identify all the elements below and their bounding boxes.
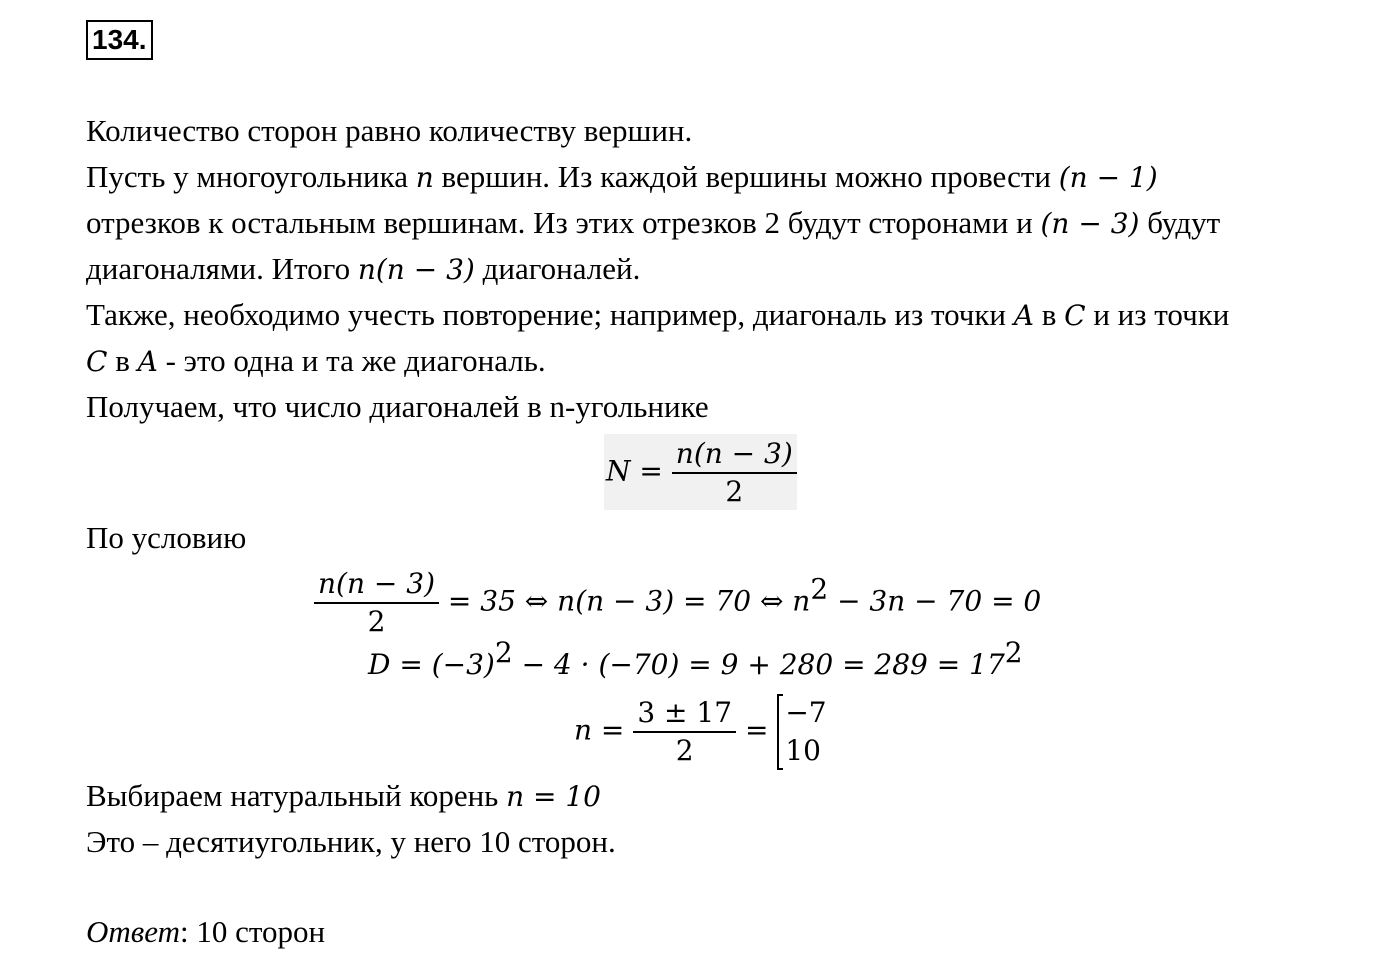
text-fragment: Также, необходимо учесть повторение; например, диагональ из точки (86, 297, 1014, 332)
answer-text: : 10 сторон (179, 914, 326, 949)
fraction-denominator: 2 (367, 605, 386, 638)
text-fragment: Пусть у многоугольника (86, 159, 416, 194)
text-fragment: вершин. Из каждой вершины можно провести (433, 159, 1059, 194)
exponent: 2 (810, 572, 829, 606)
text-fragment: Выбираем натуральный корень (86, 778, 507, 813)
text-fragment: - это одна и та же диагональ. (157, 343, 546, 378)
math-point-a: A (137, 345, 158, 378)
equation-chain: = 35 ⇔ n(n − 3) = 70 ⇔ n (447, 584, 811, 618)
exponent: 2 (1004, 636, 1023, 669)
root-1: −7 (785, 696, 827, 729)
discriminant-start: D = (−3) (368, 648, 495, 681)
formula-lhs: N = (606, 454, 663, 488)
text-line-7: Получаем, что число диагоналей в n-угольнике (86, 389, 709, 424)
equals-sign: = (744, 713, 769, 747)
math-expression: n(n − 3) (357, 253, 475, 286)
text-line-10: Это – десятиугольник, у него 10 сторон. (86, 824, 616, 859)
fraction (672, 436, 797, 510)
text-line-3 (86, 203, 1220, 244)
math-point-c: C (86, 345, 108, 378)
answer-label: Ответ (86, 914, 180, 949)
formula-discriminant (368, 636, 1023, 681)
fraction-numerator: 3 ± 17 (637, 696, 733, 729)
math-expression: (n − 1) (1058, 161, 1158, 194)
formula-roots (574, 694, 827, 770)
math-point-a: A (1013, 299, 1035, 332)
text-fragment: диагоналей. (474, 251, 641, 286)
text-fragment: отрезков к остальным вершинам. Из этих отрезков 2 будут сторонами и (86, 205, 1041, 240)
text-fragment: и из точки (1085, 297, 1230, 332)
text-line-4 (86, 249, 640, 290)
root-2: 10 (785, 734, 821, 767)
math-point-c: C (1064, 299, 1086, 332)
math-n: n (415, 161, 434, 194)
fraction-numerator: n(n − 3) (318, 567, 435, 600)
answer-line (86, 912, 325, 952)
fraction-numerator: n(n − 3) (675, 437, 793, 470)
fraction (633, 695, 736, 769)
fraction (314, 566, 439, 640)
roots-bracket (777, 694, 826, 770)
formula-condition (314, 566, 1041, 640)
text-line-2 (86, 157, 1158, 198)
text-line-6 (86, 341, 546, 382)
fraction-denominator: 2 (725, 475, 744, 508)
equation-tail: − 3n − 70 = 0 (828, 584, 1042, 618)
roots-lhs: n = (574, 713, 625, 747)
text-fragment: в (107, 343, 138, 378)
text-line-1: Количество сторон равно количеству вершин. (86, 113, 693, 148)
fraction-denominator: 2 (675, 734, 694, 767)
math-expression: (n − 3) (1040, 207, 1140, 240)
discriminant-rest: − 4 · (−70) = 9 + 280 = 289 = 17 (512, 648, 1005, 681)
formula-diagonals (606, 436, 797, 510)
text-fragment: будут (1139, 205, 1221, 240)
text-line-9 (86, 776, 601, 817)
text-fragment: диагоналями. Итого (86, 251, 358, 286)
text-line-8: По условию (86, 520, 247, 555)
text-line-5 (86, 295, 1229, 336)
exponent: 2 (494, 636, 513, 669)
text-fragment: в (1034, 297, 1065, 332)
math-expression: n = 10 (506, 780, 601, 813)
problem-number: 134. (86, 20, 153, 60)
